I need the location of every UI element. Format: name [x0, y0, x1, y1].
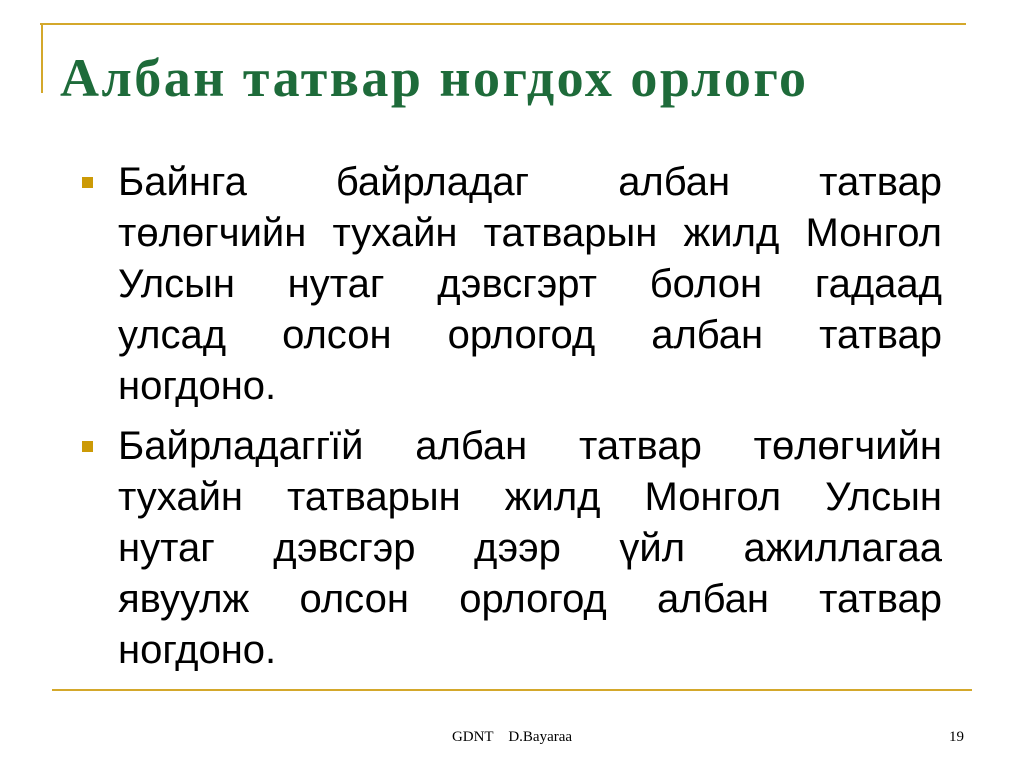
page-number: 19 — [949, 729, 964, 745]
bullet-2-line: явуулж олсон орлогод албан татвар — [118, 577, 942, 621]
square-bullet-icon — [82, 177, 93, 188]
bullet-1-line: Улсын нутаг дэвсгэрт болон гадаад — [118, 262, 942, 306]
bullet-2-line: Байрладаггїй албан татвар төлөгчийн — [118, 424, 942, 468]
square-bullet-icon — [82, 441, 93, 452]
top-divider-line — [40, 23, 966, 25]
bottom-divider-line — [52, 689, 972, 691]
bullet-1-line: ногдоно. — [118, 364, 277, 408]
bullet-paragraph-1 — [118, 157, 942, 412]
bullet-2-line: нутаг дэвсгэр дээр үйл ажиллагаа — [118, 526, 942, 570]
bullet-paragraph-2 — [118, 421, 942, 676]
bullet-2-line: тухайн татварын жилд Монгол Улсын — [118, 475, 942, 519]
footer-author: GDNT D.Bayaraa — [451, 729, 573, 745]
left-accent-line — [41, 23, 43, 93]
bullet-2-line: ногдоно. — [118, 628, 277, 672]
bullet-1-line: улсад олсон орлогод албан татвар — [118, 313, 942, 357]
bullet-1-line: Байнга байрладаг албан татвар — [118, 160, 942, 204]
bullet-1-line: төлөгчийн тухайн татварын жилд Монгол — [118, 211, 942, 255]
slide-title: Албан татвар ногдох орлого — [60, 48, 809, 108]
